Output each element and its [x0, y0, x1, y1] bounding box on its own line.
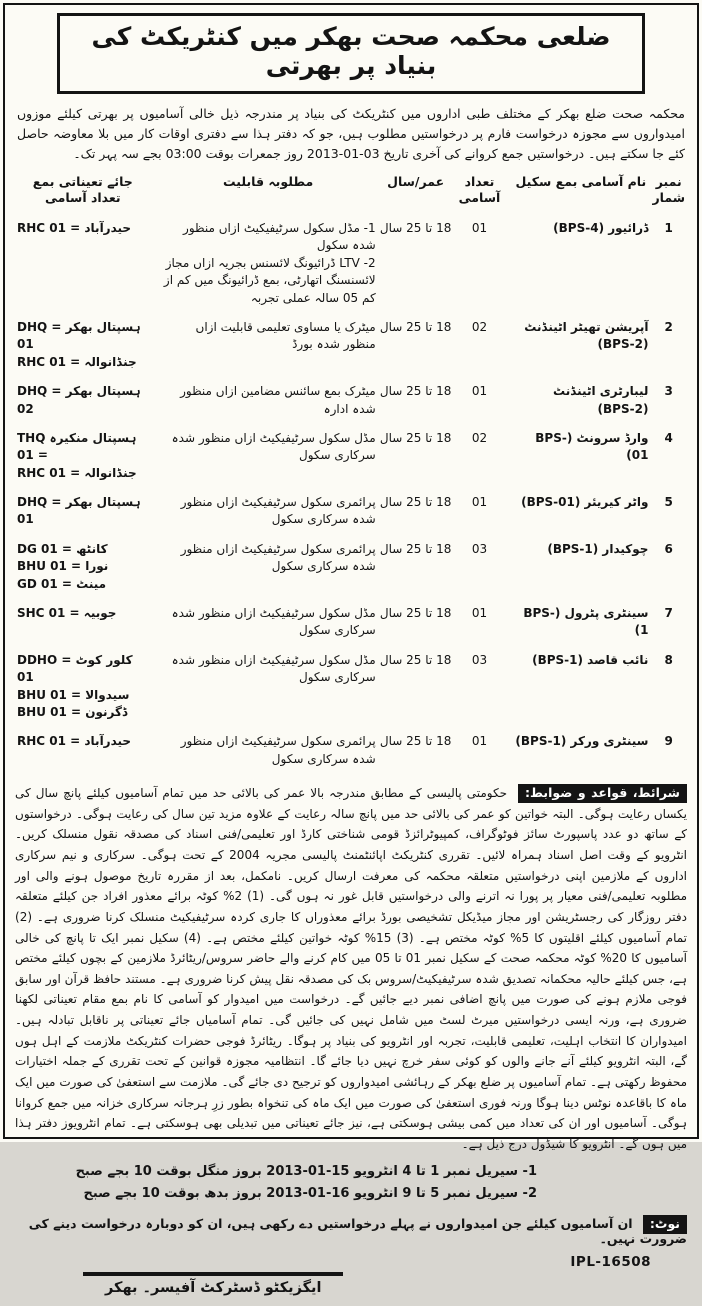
schedule-line-1: 1- سیریل نمبر 1 تا 4 انٹرویو 15-01-2013 بروز منگل بوقت 10 بجے صبح [75, 1164, 537, 1180]
cell-place: DHQ ہسپتال بھکر = 02 [17, 384, 141, 416]
cell-age: 18 تا 25 سال [379, 384, 452, 399]
cell-age: 18 تا 25 سال [379, 430, 452, 445]
cell-post: آپریشن تھیٹر اٹینڈنٹ (BPS-2) [524, 319, 649, 352]
note-label: نوٹ: [643, 1215, 687, 1234]
cell-serial: 1 [664, 221, 673, 235]
cell-qualification: مڈل سکول سرٹیفیکیٹ ازاں منظور شدہ سرکاری سکول [171, 652, 376, 685]
cell-count: 02 [471, 319, 488, 334]
cell-qualification: مڈل سکول سرٹیفیکیٹ ازاں منظور شدہ سرکاری سکول [171, 430, 376, 463]
cell-post: سینٹری پٹرول (BPS-1) [523, 606, 649, 638]
cell-count: 03 [471, 541, 488, 556]
cell-count: 03 [471, 652, 488, 667]
table-row [15, 218, 687, 317]
cell-place: RHC حیدرآباد = 01 [17, 734, 132, 749]
cell-qualification: پرائمری سکول سرٹیفیکیٹ ازاں منظور شدہ سرکاری سکول [180, 541, 376, 574]
terms-text: حکومتی پالیسی کے مطابق مندرجہ بالا عمر کی بالائی حد میں تمام آسامیوں کیلئے پانچ سال کی یکساں رعایت ہوگی۔ البتہ خواتین کو عمر کی بالائی حد میں پانچ سالہ رعایت کے علاوہ مزید تین سال کی رعایت ہوگی۔ درخواستوں کے ساتھ دو عدد پاسپورٹ سائز فوٹوگراف، کمپیوٹرائزڈ قومی شناختی کارڈ اور تعلیمی/فنی اسناد کی مصدقہ نقول منسلک کریں۔ انٹرویو کے وقت اصل اسناد ہمراہ لائیں۔ تقرری کنٹریکٹ اپائنٹمنٹ پالیسی مجریہ 2004 کے تحت ہوگی۔ سرکاری و نیم سرکاری اداروں کے ملازمین اپنی درخواستیں متعلقہ محکمہ کی معرفت ارسال کریں۔ نامکمل، بعد از مقررہ تاریخ موصول ہونے والی اور مطلوبہ تعلیمی/فنی معیار پر پورا نہ اترنے والی درخواستیں قابل غور نہ ہوں گی۔ (1) 2% کوٹہ برائے معذور افراد جن کیلئے متعلقہ دفتر روزگار کی رجسٹریشن اور مجاز میڈیکل تشخیصی بورڈ برائے معذوراں کا جاری کردہ سرٹیفیکیٹ منسلک کرنا ضروری ہے۔ (2) تمام آسامیوں کیلئے اقلیتوں کا 5% کوٹہ مختص ہے۔ (3) 15% کوٹہ خواتین کیلئے مختص ہے۔ (4) سکیل نمبر ایک تا پانچ کی خالی آسامیوں کا 20% کوٹہ محکمہ صحت کے سکیل نمبر 01 تا 05 میں کام کرنے والے حاضر سروس/ریٹائرڈ ملازمین کے بچوں کیلئے مختص ہے، جس کیلئے حالیہ محکمانہ تصدیق شدہ سرٹیفیکیٹ/سروس بک کی مصدقہ نقل پیش کرنا ضروری ہے۔ مستند حافظ قرآن اور سابق فوجی ملازم ہونے کی صورت میں پانچ اضافی نمبر دیے جائیں گے۔ درخواست میں امیدوار کو آسامی کا نام بمع مقام تعیناتی لکھنا ضروری ہے، ورنہ ایسی درخواستیں میرٹ لسٹ میں شامل نہیں کی جائیں گی۔ تمام آسامیاں جائے تعیناتی پر ناقابل تبادلہ ہیں۔ امیدواران کا انتخاب اہلیت، تعلیمی قابلیت، تجربہ اور انٹرویو کی بنیاد پر ہوگا۔ ریٹائرڈ فوجی حضرات کنٹریکٹ ملازمت کے اہل ہوں گے، البتہ انٹرویو کیلئے آنے جانے والوں کو کوئی سفر خرچ نہیں دیا جائے گا۔ انتظامیہ مجوزہ قوانین کے تحت تقرری کے جملہ اختیارات محفوظ رکھتی ہے۔ تمام آسامیوں پر ضلع بھکر کے رہائشی امیدواروں کو ترجیح دی جائے گی۔ ملازمت سے استعفیٰ کی صورت میں ایک ماہ کا باقاعدہ نوٹس دینا ہوگا ورنہ فوری استعفیٰ کی صورت میں ایک ماہ کی تنخواہ بطور زرِ ہرجانہ سرکاری خزانہ میں جمع کروانا ہوگی۔ آسامیوں اور ان کی تعداد میں کمی بیشی ہوسکتی ہے، نیز جائے تعیناتی میں تبدیلی بھی ہوسکتی ہے۔ تمام انٹرویوز دفتر ہذا میں ہوں گے۔ انٹرویو کا شیڈول درج ذیل ہے۔ [15, 786, 688, 1151]
note-text: ان آسامیوں کیلئے جن امیدواروں نے پہلے درخواستیں دے رکھی ہیں، ان کو دوبارہ درخواست دینے کی ضرورت نہیں۔ [28, 1216, 687, 1247]
table-row [15, 492, 687, 539]
header-posting-place: جائے تعیناتی بمع تعداد آسامی [32, 173, 133, 205]
ad-title: ضلعی محکمہ صحت بھکر میں کنٹریکٹ کی بنیاد پر بھرتی [91, 22, 611, 80]
cell-age: 18 تا 25 سال [379, 319, 452, 334]
header-qualification: مطلوبہ قابلیت [223, 173, 314, 189]
cell-place: DHQ ہسپتال بھکر = 01 RHC جنڈانوالہ = 01 [17, 319, 141, 369]
terms-label: شرائط، قواعد و ضوابط: [518, 784, 687, 803]
cell-serial: 4 [664, 430, 673, 445]
cell-place: RHC حیدرآباد = 01 [17, 221, 132, 235]
schedule-line-2: 2- سیریل نمبر 5 تا 9 انٹرویو 16-01-2013 بروز بدھ بوقت 10 بجے صبح [83, 1186, 537, 1202]
cell-post: لیبارٹری اٹینڈنٹ (BPS-2) [553, 384, 649, 416]
cell-qualification: میٹرک بمع سائنس مضامین ازاں منظور شدہ ادارہ [180, 384, 376, 416]
cell-count: 01 [471, 495, 488, 510]
cell-qualification: مڈل سکول سرٹیفیکیٹ ازاں منظور شدہ سرکاری سکول [171, 606, 376, 638]
cell-serial: 5 [664, 495, 673, 510]
vacancies-table [15, 172, 687, 779]
table-row [15, 317, 687, 381]
cell-age: 18 تا 25 سال [379, 606, 452, 621]
cell-place: THQ ہسپتال منکیرہ = 01 RHC جنڈانوالہ = 01 [17, 430, 137, 480]
cell-post: وارڈ سرونٹ (BPS-01) [535, 430, 649, 463]
header-serial: نمبر شمار [652, 173, 685, 205]
cell-serial: 7 [664, 606, 673, 621]
cell-place: DG کانٹھ = 01 BHU نورا = 01 GD مینٹ = 01 [17, 541, 109, 591]
cell-place: DDHO کلور کوٹ = 01 BHU سیدوالا = 01 BHU ڈگرنون = 01 [17, 652, 133, 719]
cell-serial: 8 [664, 652, 673, 667]
cell-count: 01 [471, 221, 488, 235]
header-age: عمر/سال [387, 173, 445, 189]
signature: ایگزیکٹو ڈسٹرکٹ آفیسر۔ بھکر [83, 1272, 343, 1296]
table-row [15, 731, 687, 778]
ad-frame [3, 3, 699, 1297]
cell-age: 18 تا 25 سال [379, 734, 452, 749]
table-row [15, 381, 687, 428]
table-row [15, 539, 687, 603]
note-line [15, 1216, 687, 1246]
cell-count: 01 [471, 734, 488, 749]
cell-post: نائب قاصد (BPS-1) [532, 652, 649, 667]
table-row [15, 603, 687, 650]
cell-qualification: 1- مڈل سکول سرٹیفیکیٹ ازاں منظور شدہ سکول 2- LTV ڈرائیونگ لائسنس بجریہ ازاں مجاز لائسنسنگ اتھارٹی، بمع ڈرائیونگ میں کم از کم 05 سالہ عملی تجربہ [163, 221, 376, 305]
footer [15, 1250, 687, 1306]
cell-count: 01 [471, 606, 488, 621]
cell-age: 18 تا 25 سال [379, 652, 452, 667]
cell-post: ڈرائیور (BPS-4) [553, 221, 649, 235]
cell-serial: 9 [664, 734, 673, 749]
cell-serial: 3 [664, 384, 673, 399]
table-row [15, 428, 687, 492]
cell-age: 18 تا 25 سال [379, 221, 452, 235]
intro-paragraph: محکمہ صحت ضلع بھکر کے مختلف طبی اداروں میں کنٹریکٹ کی بنیاد پر مندرجہ ذیل خالی آسامیوں پر بھرتی کیلئے موزوں امیدواروں سے مجوزہ درخواست فارم پر درخواستیں مطلوب ہیں، جو کہ دفتر ہذا سے دفتری اوقات کار میں بلا معاوضہ حاصل کئے جا سکتے ہیں۔ درخواستیں جمع کروانے کی آخری تاریخ 03-01-2013 روز جمعرات بوقت 03:00 بجے سہ پہر تک۔ [17, 105, 685, 161]
cell-serial: 6 [664, 541, 673, 556]
interview-schedule [15, 1164, 537, 1208]
cell-post: سینٹری ورکر (BPS-1) [515, 734, 649, 749]
header-post-count: تعداد آسامی [458, 173, 501, 205]
cell-age: 18 تا 25 سال [379, 495, 452, 510]
header-post-name: نام آسامی بمع سکیل [515, 173, 647, 189]
cell-serial: 2 [664, 319, 673, 334]
table-row [15, 650, 687, 732]
cell-age: 18 تا 25 سال [379, 541, 452, 556]
cell-post: واٹر کیریئر (BPS-01) [521, 495, 649, 510]
cell-qualification: پرائمری سکول سرٹیفیکیٹ ازاں منظور شدہ سرکاری سکول [180, 734, 376, 766]
terms-paragraph [15, 782, 687, 1154]
cell-count: 02 [471, 430, 488, 445]
cell-place: DHQ ہسپتال بھکر = 01 [17, 495, 141, 527]
cell-qualification: پرائمری سکول سرٹیفیکیٹ ازاں منظور شدہ سرکاری سکول [180, 495, 376, 527]
ipl-reference: IPL-16508 [570, 1254, 651, 1271]
ad-title-box [57, 13, 645, 94]
cell-qualification: میٹرک یا مساوی تعلیمی قابلیت ازاں منظور شدہ بورڈ [195, 319, 376, 352]
table-header-row [15, 172, 687, 219]
cell-count: 01 [471, 384, 488, 399]
cell-place: SHC جوبیہ = 01 [17, 606, 117, 621]
cell-post: چوکیدار (BPS-1) [547, 541, 649, 556]
